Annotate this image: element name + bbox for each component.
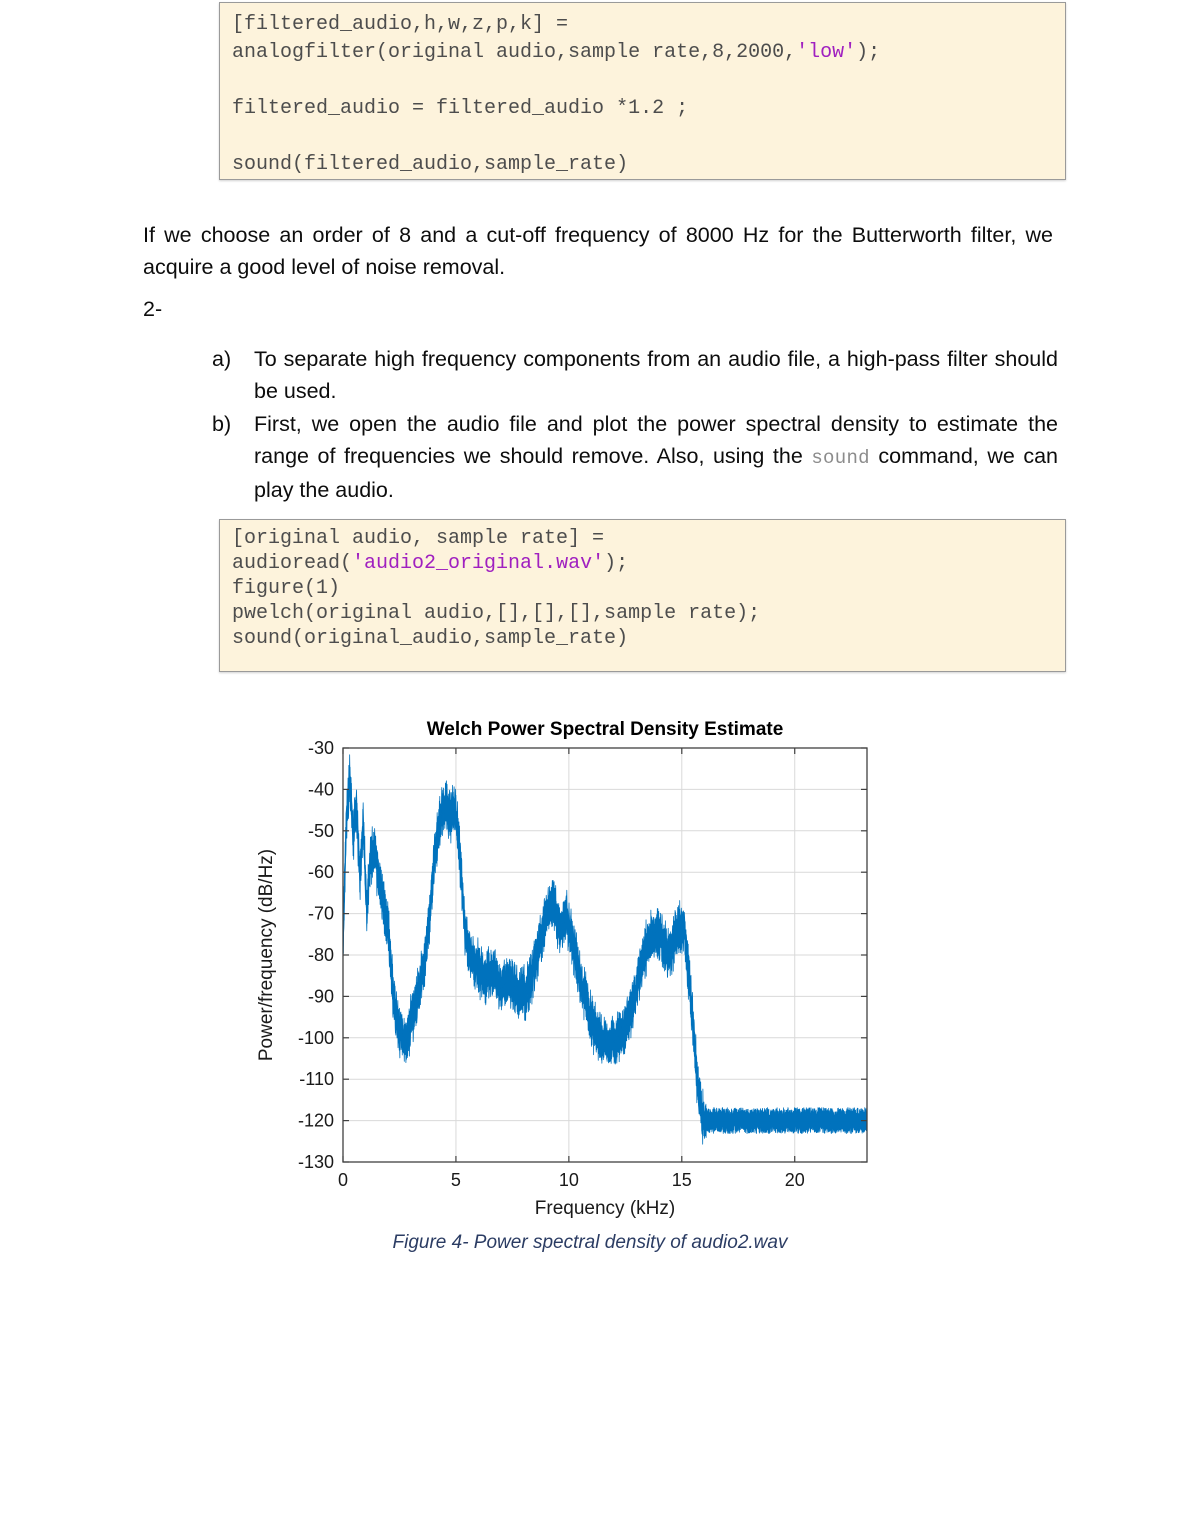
- figure-psd-chart: [240, 700, 940, 1219]
- list-text-b-pre: First, we open the audio file and plot the power spectral density to estimate the range of frequencies we should remove. Also, using the: [254, 412, 1058, 468]
- matlab-code-block-pwelch: [219, 519, 1066, 672]
- code2-line-2-post: );: [604, 552, 629, 575]
- paragraph-intro: If we choose an order of 8 and a cut-off frequency of 8000 Hz for the Butterworth filter, we acquire a good level of noise removal.: [143, 223, 1053, 279]
- code-line-2-pre: analogfilter(original audio,sample rate,8,2000,: [232, 41, 797, 64]
- x-tick-label: 10: [558, 1170, 579, 1190]
- code-line-4: filtered_audio = filtered_audio *1.2 ;: [232, 97, 689, 120]
- chart-canvas: [240, 700, 940, 1219]
- question-number-label: 2-: [143, 297, 163, 321]
- code2-line-5: sound(original_audio,sample_rate): [232, 627, 629, 650]
- y-tick-label: -80: [307, 945, 334, 965]
- list-item: [212, 343, 1058, 407]
- answer-list: [212, 343, 1058, 507]
- y-tick-label: -90: [307, 986, 334, 1007]
- y-tick-label: -100: [297, 1027, 334, 1048]
- x-tick-label: 20: [784, 1170, 805, 1190]
- y-tick-label: -70: [307, 903, 334, 924]
- matlab-code-block-filter: [219, 2, 1066, 180]
- list-item: [212, 408, 1058, 506]
- code2-line-2-pre: audioread(: [232, 552, 353, 575]
- y-axis-label: Power/frequency (dB/Hz): [256, 848, 277, 1062]
- code2-line-3: figure(1): [232, 577, 341, 600]
- x-tick-label: 15: [671, 1170, 692, 1190]
- inline-code-sound: sound: [811, 447, 870, 469]
- chart-title: Welch Power Spectral Density Estimate: [426, 719, 784, 740]
- y-tick-label: -40: [307, 779, 334, 800]
- code-line-2-post: );: [856, 41, 881, 64]
- code2-line-1: [original audio, sample rate] =: [232, 527, 605, 550]
- figure-caption: Figure 4- Power spectral density of audio2.wav: [392, 1232, 788, 1253]
- x-tick-label: 0: [337, 1170, 349, 1190]
- x-axis-label: Frequency (kHz): [534, 1198, 676, 1219]
- code-string-filename: 'audio2_original.wav': [352, 552, 605, 575]
- code-string-low: 'low': [796, 41, 857, 64]
- code-line-6: sound(filtered_audio,sample_rate): [232, 153, 629, 176]
- y-tick-label: -50: [307, 820, 334, 841]
- y-tick-label: -30: [307, 738, 334, 758]
- code-line-1: [filtered_audio,h,w,z,p,k] =: [232, 13, 569, 36]
- list-text-b: [254, 408, 1058, 506]
- list-text-b-post: command, we can play the audio.: [254, 444, 1059, 502]
- x-tick-label: 5: [450, 1170, 461, 1190]
- y-tick-label: -130: [297, 1152, 334, 1172]
- code2-line-4: pwelch(original audio,[],[],[],sample rate);: [232, 602, 761, 625]
- y-tick-label: -110: [299, 1069, 334, 1090]
- list-marker-b: b): [212, 412, 232, 436]
- list-text-a: To separate high frequency components from an audio file, a high-pass filter should be used.: [254, 347, 1058, 403]
- y-tick-label: -120: [297, 1110, 334, 1131]
- list-marker-a: a): [212, 347, 232, 371]
- psd-plot-svg: [240, 700, 940, 1219]
- y-tick-label: -60: [307, 862, 334, 883]
